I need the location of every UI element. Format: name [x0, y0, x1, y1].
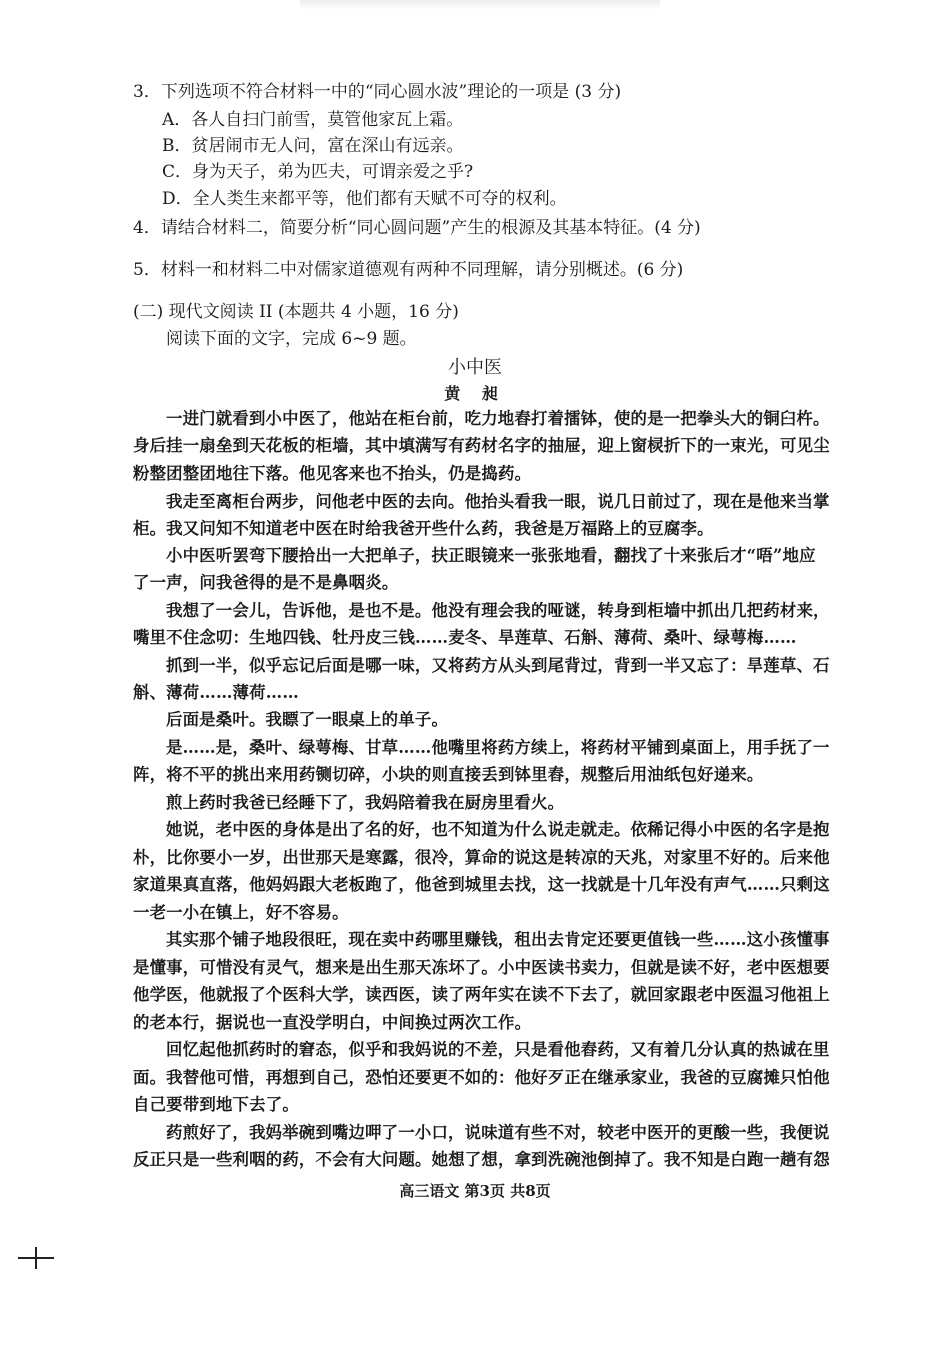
story-line: 的老本行，据说也一直没学明白，中间换过两次工作。	[133, 1013, 532, 1032]
story-line: 我想了一会儿，告诉他，是也不是。他没有理会我的哑谜，转身到柜墙中抓出几把药材来，	[166, 601, 830, 620]
story-line: 回忆起他抓药时的窘态，似乎和我妈说的不差，只是看他舂药，又有着几分认真的热诚在里	[166, 1040, 830, 1059]
question-5: 5．材料一和材料二中对儒家道德观有两种不同理解，请分别概述。(6 分)	[133, 260, 684, 280]
crop-mark-icon	[18, 1247, 54, 1269]
story-line: 煎上药时我爸已经睡下了，我妈陪着我在厨房里看火。	[166, 793, 565, 812]
story-line: 他学医，他就报了个医科大学，读西医，读了两年实在读不下去了，就回家跟老中医温习他祖上	[133, 985, 830, 1004]
story-line: 是懂事，可惜没有灵气，想来是出生那天冻坏了。小中医读书卖力，但就是读不好，老中医想要	[133, 958, 830, 977]
story-line: 自己要带到地下去了。	[133, 1095, 299, 1114]
section-instruction: 阅读下面的文字，完成 6~9 题。	[166, 329, 417, 349]
question-3-stem: 3．下列选项不符合材料一中的“同心圆水波”理论的一项是 (3 分)	[133, 82, 622, 102]
story-line: 小中医听罢弯下腰拾出一大把单子，扶正眼镜来一张张地看，翻找了十来张后才“唔”地应	[166, 546, 816, 565]
story-line: 后面是桑叶。我瞟了一眼桌上的单子。	[166, 710, 449, 729]
story-line: 身后挂一扇垒到天花板的柜墙，其中填满写有药材名字的抽屉，迎上窗棂折下的一束光，可见尘	[133, 436, 830, 455]
story-line: 是……是，桑叶、绿萼梅、甘草……他嘴里将药方续上，将药材平铺到桌面上，用手抚了一	[166, 738, 830, 757]
story-line: 柜。我又问知不知道老中医在时给我爸开些什么药，我爸是万福路上的豆腐李。	[133, 519, 714, 538]
story-line: 阵，将不平的挑出来用药铡切碎，小块的则直接丢到钵里舂，规整后用油纸包好递来。	[133, 765, 764, 784]
story-line: 斛、薄荷……薄荷……	[133, 683, 299, 702]
story-line: 粉整团整团地往下落。他见客来也不抬头，仍是捣药。	[133, 464, 532, 483]
story-line: 一进门就看到小中医了，他站在柜台前，吃力地舂打着擂钵，使的是一把拳头大的铜臼杵。	[166, 409, 830, 428]
section-heading: (二) 现代文阅读 II (本题共 4 小题，16 分)	[133, 302, 459, 322]
story-line: 药煎好了，我妈举碗到嘴边呷了一小口，说味道有些不对，较老中医开的更酸一些，我便说	[166, 1123, 830, 1142]
story-line: 嘴里不住念叨：生地四钱、牡丹皮三钱……麦冬、旱莲草、石斛、薄荷、桑叶、绿萼梅……	[133, 628, 797, 647]
story-line: 其实那个铺子地段很旺，现在卖中药哪里赚钱，租出去肯定还要更值钱一些……这小孩懂事	[166, 930, 830, 949]
question-4: 4．请结合材料二，简要分析“同心圆问题”产生的根源及其基本特征。(4 分)	[133, 218, 701, 238]
scan-top-mark	[300, 0, 660, 10]
question-3-option-b: B．贫居闹市无人问，富在深山有远亲。	[162, 136, 464, 156]
page-footer: 高三语文 第3页 共8页	[399, 1182, 551, 1200]
story-line: 反正只是一些利咽的药，不会有大问题。她想了想，拿到洗碗池倒掉了。我不知是白跑一趟有怨	[133, 1150, 830, 1169]
question-3-option-c: C．身为天子，弟为匹夫，可谓亲爱之乎?	[162, 162, 474, 182]
question-3-option-d: D．全人类生来都平等，他们都有天赋不可夺的权利。	[162, 189, 567, 209]
story-line: 抓到一半，似乎忘记后面是哪一味，又将药方从头到尾背过，背到一半又忘了：旱莲草、石	[166, 656, 830, 675]
story-line: 朴，比你要小一岁，出世那天是寒露，很冷，算命的说这是转凉的天兆，对家里不好的。后来他	[133, 848, 830, 867]
story-author: 黄 昶	[444, 384, 506, 403]
question-3-option-a: A．各人自扫门前雪，莫管他家瓦上霜。	[162, 110, 464, 130]
story-line: 了一声，问我爸得的是不是鼻咽炎。	[133, 573, 399, 592]
story-title: 小中医	[448, 357, 502, 378]
story-line: 家道果真直落，他妈妈跟大老板跑了，他爸到城里去找，这一找就是十几年没有声气……只剩这	[133, 875, 830, 894]
story-line: 一老一小在镇上，好不容易。	[133, 903, 349, 922]
story-line: 面。我替他可惜，再想到自己，恐怕还要更不如的：他好歹正在继承家业，我爸的豆腐摊只怕他	[133, 1068, 830, 1087]
story-line: 我走至离柜台两步，问他老中医的去向。他抬头看我一眼，说几日前过了，现在是他来当掌	[166, 492, 830, 511]
story-line: 她说，老中医的身体是出了名的好，也不知道为什么说走就走。依稀记得小中医的名字是抱	[166, 820, 830, 839]
